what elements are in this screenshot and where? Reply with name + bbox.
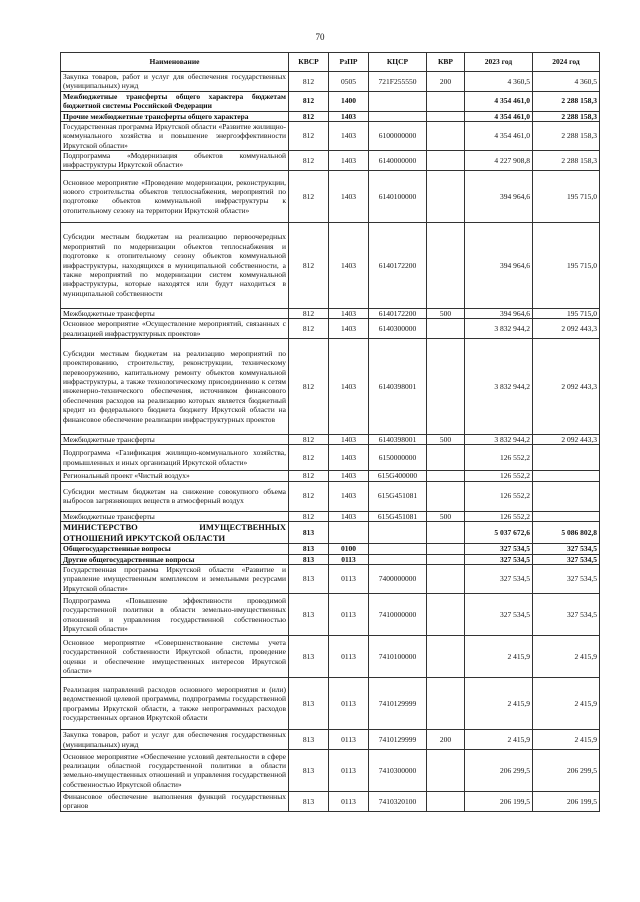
cell-rzpr: 0113 <box>329 791 369 811</box>
cell-2024: 2 415,9 <box>533 636 600 678</box>
cell-kcsr: 6150000000 <box>369 445 427 471</box>
table-row <box>61 636 600 678</box>
cell-kvsr: 812 <box>289 170 329 222</box>
cell-name: Прочие межбюджетные трансферты общего характера <box>61 111 289 121</box>
cell-2023: 126 552,2 <box>465 481 533 511</box>
cell-rzpr: 1403 <box>329 434 369 444</box>
header-kvsr: КВСР <box>289 53 329 72</box>
cell-kvsr: 812 <box>289 338 329 434</box>
table-row <box>61 170 600 222</box>
cell-2023: 126 552,2 <box>465 511 533 521</box>
cell-2024: 206 299,5 <box>533 749 600 791</box>
cell-rzpr: 0113 <box>329 565 369 594</box>
table-row <box>61 678 600 730</box>
cell-name: Межбюджетные трансферты <box>61 308 289 318</box>
cell-name: Региональный проект «Чистый воздух» <box>61 471 289 481</box>
header-rzpr: РзПР <box>329 53 369 72</box>
cell-rzpr: 0113 <box>329 749 369 791</box>
cell-2023: 327 534,5 <box>465 554 533 564</box>
cell-kvsr: 813 <box>289 636 329 678</box>
cell-kvsr: 813 <box>289 678 329 730</box>
cell-kcsr: 7400000000 <box>369 565 427 594</box>
cell-rzpr: 0113 <box>329 594 369 636</box>
table-header-row <box>61 53 600 72</box>
cell-name: Другие общегосударственные вопросы <box>61 554 289 564</box>
cell-2024: 5 086 802,8 <box>533 522 600 544</box>
cell-name: МИНИСТЕРСТВО ИМУЩЕСТВЕННЫХ ОТНОШЕНИЙ ИРКУТСКОЙ ОБЛАСТИ <box>61 522 289 544</box>
cell-name: Финансовое обеспечение выполнения функций государственных органов <box>61 791 289 811</box>
cell-2024 <box>533 471 600 481</box>
cell-kvr <box>427 636 465 678</box>
cell-2024: 2 288 158,3 <box>533 121 600 150</box>
cell-kvr <box>427 522 465 544</box>
cell-kvsr: 813 <box>289 554 329 564</box>
cell-kcsr: 6140100000 <box>369 170 427 222</box>
cell-kcsr: 7410300000 <box>369 749 427 791</box>
cell-2024 <box>533 511 600 521</box>
cell-name: Основное мероприятие «Осуществление мероприятий, связанных с реализацией инфраструктурных проектов» <box>61 319 289 339</box>
header-name: Наименование <box>61 53 289 72</box>
cell-kcsr <box>369 111 427 121</box>
cell-2024: 195 715,0 <box>533 170 600 222</box>
table-row <box>61 222 600 308</box>
cell-kcsr: 7410320100 <box>369 791 427 811</box>
cell-kvr <box>427 594 465 636</box>
cell-2024: 2 415,9 <box>533 678 600 730</box>
cell-name: Субсидии местным бюджетам на реализацию первоочередных мероприятий по модернизации объектов теплоснабжения и подготовке к отопительному сезону объектов коммунальной инфраструктуры, находящихся в муниципальной собственности, а также мероприятий по модернизации систем коммунальной инфраструктуры, которые находятся или будут находиться в муниципальной собственности <box>61 222 289 308</box>
table-row <box>61 565 600 594</box>
cell-name: Основное мероприятие «Обеспечение условий деятельности в сфере реализации областной государственной политики в области земельно-имущественных отношений и управления государственной собственностью Иркутской области» <box>61 749 289 791</box>
cell-kcsr: 615G451081 <box>369 511 427 521</box>
cell-2024: 2 288 158,3 <box>533 91 600 111</box>
table-row <box>61 319 600 339</box>
cell-rzpr: 0113 <box>329 730 369 750</box>
cell-kvsr: 813 <box>289 565 329 594</box>
cell-2023: 3 832 944,2 <box>465 319 533 339</box>
table-row <box>61 544 600 554</box>
cell-name: Государственная программа Иркутской области «Развитие жилищно-коммунального хозяйства и повышение энергоэффективности Иркутской области» <box>61 121 289 150</box>
cell-kvsr: 812 <box>289 308 329 318</box>
cell-2023: 394 964,6 <box>465 170 533 222</box>
cell-kvsr: 813 <box>289 522 329 544</box>
cell-2023: 2 415,9 <box>465 730 533 750</box>
cell-2023: 5 037 672,6 <box>465 522 533 544</box>
table-row <box>61 338 600 434</box>
cell-name: Подпрограмма «Модернизация объектов коммунальной инфраструктуры Иркутской области» <box>61 151 289 171</box>
cell-2024 <box>533 445 600 471</box>
cell-kcsr: 6140172200 <box>369 308 427 318</box>
cell-rzpr: 1403 <box>329 170 369 222</box>
cell-kvr <box>427 445 465 471</box>
page-number: 70 <box>315 32 325 42</box>
cell-kvr <box>427 791 465 811</box>
cell-2024: 327 534,5 <box>533 544 600 554</box>
header-2024: 2024 год <box>533 53 600 72</box>
cell-name: Межбюджетные трансферты <box>61 511 289 521</box>
cell-kvr <box>427 91 465 111</box>
header-2023: 2023 год <box>465 53 533 72</box>
cell-name: Подпрограмма «Повышение эффективности проводимой государственной политики в области земельно-имущественных отношений и управления государственной собственностью Иркутской области» <box>61 594 289 636</box>
cell-2023: 206 299,5 <box>465 749 533 791</box>
cell-kcsr: 615G400000 <box>369 471 427 481</box>
table-row <box>61 481 600 511</box>
table-row <box>61 308 600 318</box>
cell-2023: 126 552,2 <box>465 471 533 481</box>
cell-2023: 3 832 944,2 <box>465 338 533 434</box>
cell-rzpr <box>329 522 369 544</box>
table-row <box>61 594 600 636</box>
table-row <box>61 111 600 121</box>
cell-kvr: 500 <box>427 308 465 318</box>
cell-kvsr: 813 <box>289 749 329 791</box>
cell-kvsr: 812 <box>289 511 329 521</box>
cell-kcsr <box>369 91 427 111</box>
cell-kvsr: 812 <box>289 72 329 92</box>
cell-rzpr: 1403 <box>329 121 369 150</box>
cell-2023: 327 534,5 <box>465 544 533 554</box>
cell-kvr <box>427 111 465 121</box>
cell-kvr <box>427 222 465 308</box>
cell-kvsr: 812 <box>289 222 329 308</box>
cell-kcsr: 6140000000 <box>369 151 427 171</box>
cell-2023: 4 354 461,0 <box>465 91 533 111</box>
table-row <box>61 471 600 481</box>
cell-kcsr: 6100000000 <box>369 121 427 150</box>
cell-rzpr: 0113 <box>329 554 369 564</box>
table-row <box>61 121 600 150</box>
cell-name: Реализация направлений расходов основного мероприятия и (или) ведомственной целевой программы, подпрограммы государственной программы Иркутской области, а также непрограммных расходов государственных органов Иркутской области <box>61 678 289 730</box>
cell-name: Государственная программа Иркутской области «Развитие и управление имущественным комплексом и земельными ресурсами Иркутской области» <box>61 565 289 594</box>
cell-kvr: 200 <box>427 730 465 750</box>
cell-2024 <box>533 481 600 511</box>
cell-kvr <box>427 749 465 791</box>
cell-kcsr: 6140398001 <box>369 338 427 434</box>
table-row <box>61 91 600 111</box>
cell-2024: 2 092 443,3 <box>533 434 600 444</box>
table-row <box>61 434 600 444</box>
table-row <box>61 445 600 471</box>
table-row <box>61 72 600 92</box>
cell-kcsr: 721F255550 <box>369 72 427 92</box>
cell-kvsr: 812 <box>289 481 329 511</box>
cell-name: Субсидии местным бюджетам на реализацию мероприятий по проектированию, строительству, реконструкции, техническому перевооружению, капитальному ремонту объектов коммунальной инфраструктуры, а также технологическому присоединению к сетям инженерно-технического обеспечения, источником финансового обеспечения расходов на реализацию которых является бюджетный кредит из федерального бюджета бюджету Иркутской области на финансовое обеспечение реализации инфраструктурных проектов <box>61 338 289 434</box>
cell-rzpr: 1403 <box>329 481 369 511</box>
cell-kcsr: 7410000000 <box>369 594 427 636</box>
cell-name: Межбюджетные трансферты общего характера бюджетам бюджетной системы Российской Федерации <box>61 91 289 111</box>
cell-name: Основное мероприятие «Совершенствование системы учета государственной собственности Иркутской области, проведение оценки и обеспечение имущественных интересов Иркутской области» <box>61 636 289 678</box>
table-row <box>61 791 600 811</box>
cell-kvsr: 812 <box>289 319 329 339</box>
cell-kvr <box>427 481 465 511</box>
cell-2024: 195 715,0 <box>533 308 600 318</box>
cell-rzpr: 0505 <box>329 72 369 92</box>
cell-kvr <box>427 544 465 554</box>
cell-kvsr: 812 <box>289 434 329 444</box>
cell-2023: 394 964,6 <box>465 308 533 318</box>
cell-kvr <box>427 338 465 434</box>
cell-kvr: 500 <box>427 511 465 521</box>
cell-2023: 4 227 908,8 <box>465 151 533 171</box>
budget-table <box>60 52 600 812</box>
cell-2024: 195 715,0 <box>533 222 600 308</box>
table-body <box>61 72 600 812</box>
cell-2024: 327 534,5 <box>533 594 600 636</box>
cell-2023: 206 199,5 <box>465 791 533 811</box>
cell-rzpr: 1403 <box>329 445 369 471</box>
cell-kcsr: 6140172200 <box>369 222 427 308</box>
cell-kvsr: 813 <box>289 730 329 750</box>
cell-2023: 394 964,6 <box>465 222 533 308</box>
cell-kcsr: 7410129999 <box>369 730 427 750</box>
cell-name: Основное мероприятие «Проведение модернизации, реконструкции, нового строительства объектов теплоснабжения, мероприятий по подготовке объектов коммунальной инфраструктуры к отопительному сезону на территории Иркутской области» <box>61 170 289 222</box>
cell-2024: 4 360,5 <box>533 72 600 92</box>
cell-kvsr: 812 <box>289 121 329 150</box>
table-row <box>61 730 600 750</box>
cell-kvr <box>427 319 465 339</box>
cell-kvr <box>427 554 465 564</box>
cell-2024: 327 534,5 <box>533 554 600 564</box>
table-row <box>61 554 600 564</box>
cell-rzpr: 1403 <box>329 471 369 481</box>
table-row <box>61 151 600 171</box>
cell-2023: 2 415,9 <box>465 678 533 730</box>
cell-2024: 2 092 443,3 <box>533 319 600 339</box>
cell-kvsr: 812 <box>289 111 329 121</box>
cell-rzpr: 1403 <box>329 151 369 171</box>
cell-kvr: 500 <box>427 434 465 444</box>
cell-kcsr: 6140398001 <box>369 434 427 444</box>
cell-name: Закупка товаров, работ и услуг для обеспечения государственных (муниципальных) нужд <box>61 72 289 92</box>
cell-kcsr: 7410100000 <box>369 636 427 678</box>
cell-kvr <box>427 678 465 730</box>
cell-rzpr: 1403 <box>329 319 369 339</box>
cell-2023: 4 354 461,0 <box>465 111 533 121</box>
table-row <box>61 511 600 521</box>
cell-name: Субсидии местным бюджетам на снижение совокупного объема выбросов загрязняющих веществ в атмосферный воздух <box>61 481 289 511</box>
cell-kcsr <box>369 522 427 544</box>
cell-2023: 126 552,2 <box>465 445 533 471</box>
cell-2024: 2 288 158,3 <box>533 151 600 171</box>
table-row <box>61 522 600 544</box>
cell-kvr <box>427 471 465 481</box>
cell-rzpr: 1403 <box>329 511 369 521</box>
cell-rzpr: 1403 <box>329 222 369 308</box>
cell-kvsr: 812 <box>289 151 329 171</box>
cell-2023: 3 832 944,2 <box>465 434 533 444</box>
cell-kcsr <box>369 554 427 564</box>
cell-kvsr: 812 <box>289 471 329 481</box>
cell-2023: 327 534,5 <box>465 565 533 594</box>
cell-rzpr: 0100 <box>329 544 369 554</box>
cell-kvsr: 812 <box>289 445 329 471</box>
cell-kvr <box>427 151 465 171</box>
cell-kvr <box>427 121 465 150</box>
cell-rzpr: 0113 <box>329 678 369 730</box>
cell-2024: 327 534,5 <box>533 565 600 594</box>
cell-rzpr: 1403 <box>329 111 369 121</box>
header-kvr: КВР <box>427 53 465 72</box>
cell-kvsr: 813 <box>289 594 329 636</box>
cell-rzpr: 1400 <box>329 91 369 111</box>
cell-kvsr: 813 <box>289 544 329 554</box>
cell-2023: 4 360,5 <box>465 72 533 92</box>
cell-2023: 4 354 461,0 <box>465 121 533 150</box>
cell-2023: 327 534,5 <box>465 594 533 636</box>
cell-kvr: 200 <box>427 72 465 92</box>
cell-kcsr: 6140300000 <box>369 319 427 339</box>
cell-name: Закупка товаров, работ и услуг для обеспечения государственных (муниципальных) нужд <box>61 730 289 750</box>
table-row <box>61 749 600 791</box>
cell-name: Подпрограмма «Газификация жилищно-коммунального хозяйства, промышленных и иных организаций Иркутской области» <box>61 445 289 471</box>
cell-kvr <box>427 170 465 222</box>
cell-rzpr: 0113 <box>329 636 369 678</box>
cell-rzpr: 1403 <box>329 308 369 318</box>
cell-kvsr: 812 <box>289 91 329 111</box>
cell-2024: 2 092 443,3 <box>533 338 600 434</box>
cell-rzpr: 1403 <box>329 338 369 434</box>
cell-name: Межбюджетные трансферты <box>61 434 289 444</box>
cell-2024: 206 199,5 <box>533 791 600 811</box>
cell-2024: 2 288 158,3 <box>533 111 600 121</box>
cell-kcsr <box>369 544 427 554</box>
cell-name: Общегосударственные вопросы <box>61 544 289 554</box>
cell-2023: 2 415,9 <box>465 636 533 678</box>
cell-kvr <box>427 565 465 594</box>
header-kcsr: КЦСР <box>369 53 427 72</box>
cell-kvsr: 813 <box>289 791 329 811</box>
cell-kcsr: 615G451081 <box>369 481 427 511</box>
cell-2024: 2 415,9 <box>533 730 600 750</box>
cell-kcsr: 7410129999 <box>369 678 427 730</box>
